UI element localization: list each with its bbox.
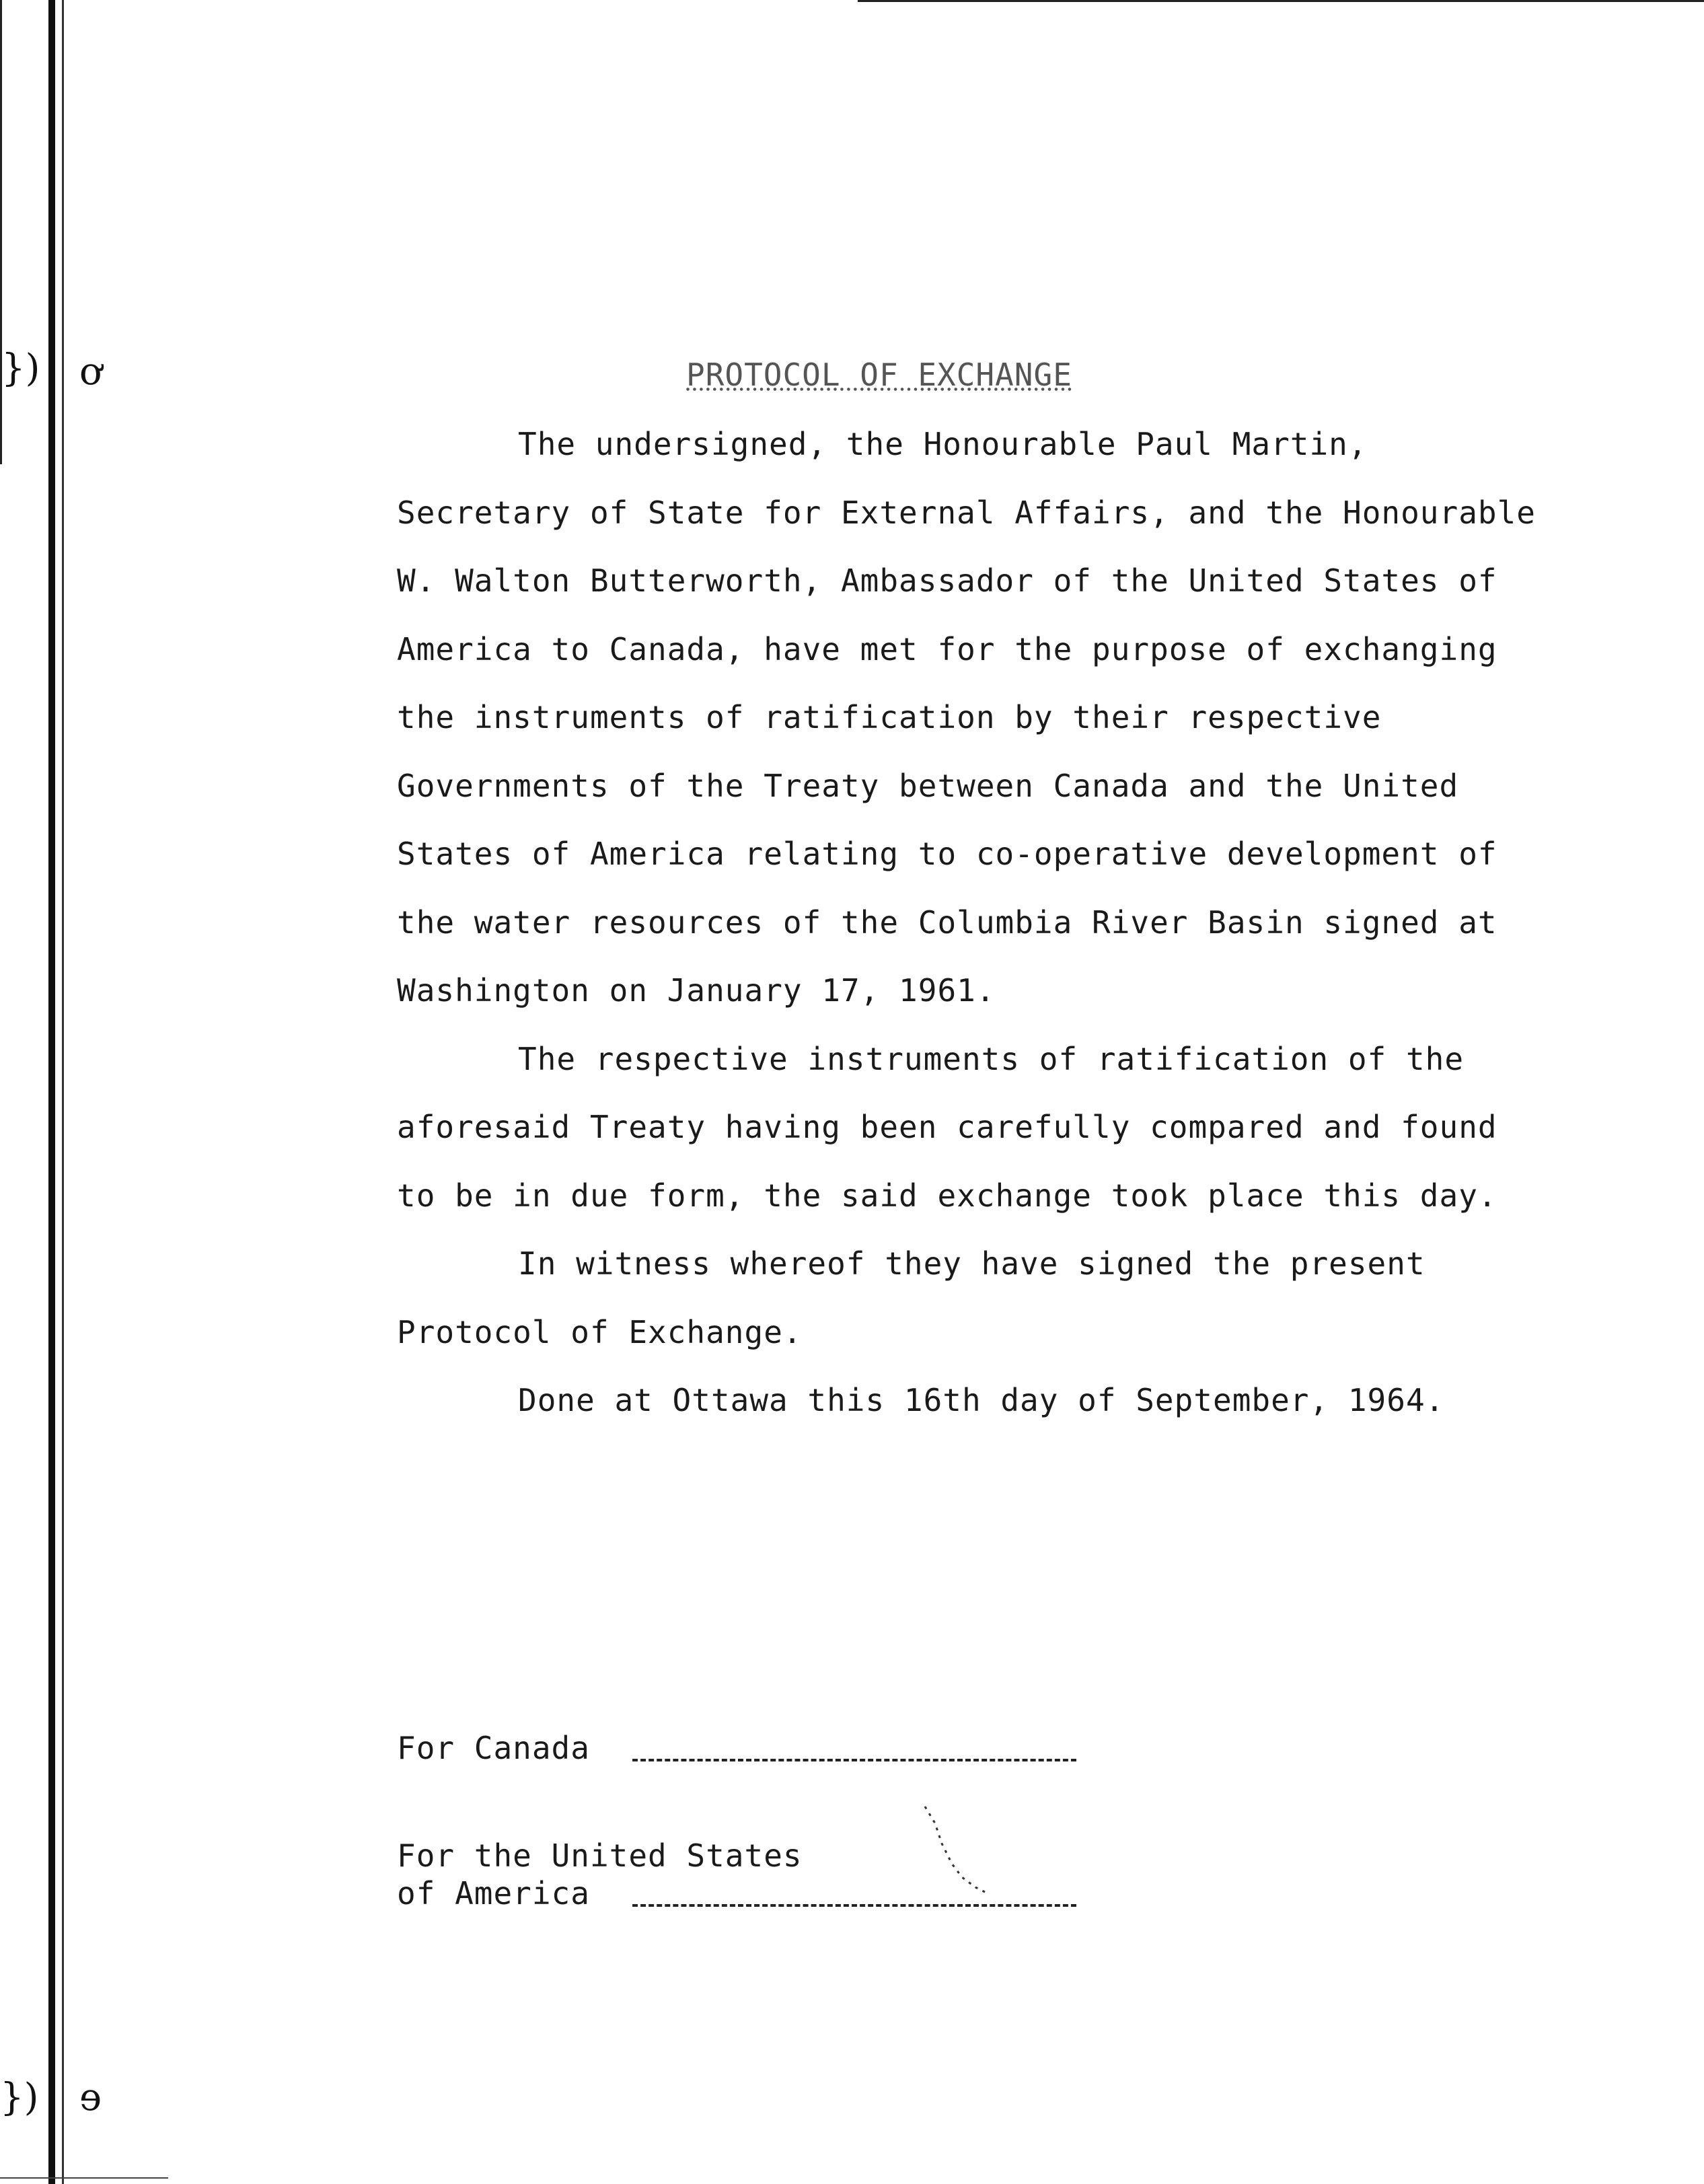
signature-label-usa-line2: of America: [397, 1875, 590, 1912]
signature-label-usa: For the United States: [397, 1837, 803, 1874]
binding-edge: [62, 0, 64, 2184]
signature-line: [632, 1759, 1076, 1761]
document-page: [397, 357, 1541, 1435]
page-edge: [0, 2177, 168, 2179]
signature-line: [632, 1904, 1076, 1907]
paragraph: Done at Ottawa this 16th day of September, 1964.: [518, 1382, 1445, 1418]
paragraph: The undersigned, the Honourable Paul Martin, Secretary of State for External Affairs, and the Honourable W. Walton Butterworth, Ambassador of the United States of America to Canada, have met for the purpose of exchanging the instruments of ratification by their respective Governments of the Treaty between Canada and the United States of America relating to co-operative development of the water resources of the Columbia River Basin signed at Washington on January 17, 1961.: [397, 426, 1536, 1009]
punch-hole-icon: }): [0, 2076, 39, 2119]
punch-hole-icon: ɘ: [79, 2076, 102, 2119]
signature-row-canada: [397, 1729, 1406, 1770]
page-edge: [858, 0, 1704, 2]
paragraph: In witness whereof they have signed the present Protocol of Exchange.: [397, 1245, 1425, 1350]
binding-edge: [48, 0, 55, 2184]
signature-row-usa: [397, 1837, 1406, 1912]
paragraph: The respective instruments of ratification of the aforesaid Treaty having been carefully compared and found to be in due form, the said exchange took place this day.: [397, 1040, 1497, 1214]
signature-label-canada: For Canada: [397, 1730, 590, 1766]
binding-edge: [0, 0, 2, 464]
document-title: PROTOCOL OF EXCHANGE: [686, 357, 1072, 393]
signature-block: [397, 1729, 1406, 1912]
punch-hole-icon: }): [1, 347, 40, 390]
document-body: [397, 410, 1541, 1435]
punch-hole-icon: ơ: [79, 350, 102, 394]
signature-mark: [922, 1803, 996, 1897]
